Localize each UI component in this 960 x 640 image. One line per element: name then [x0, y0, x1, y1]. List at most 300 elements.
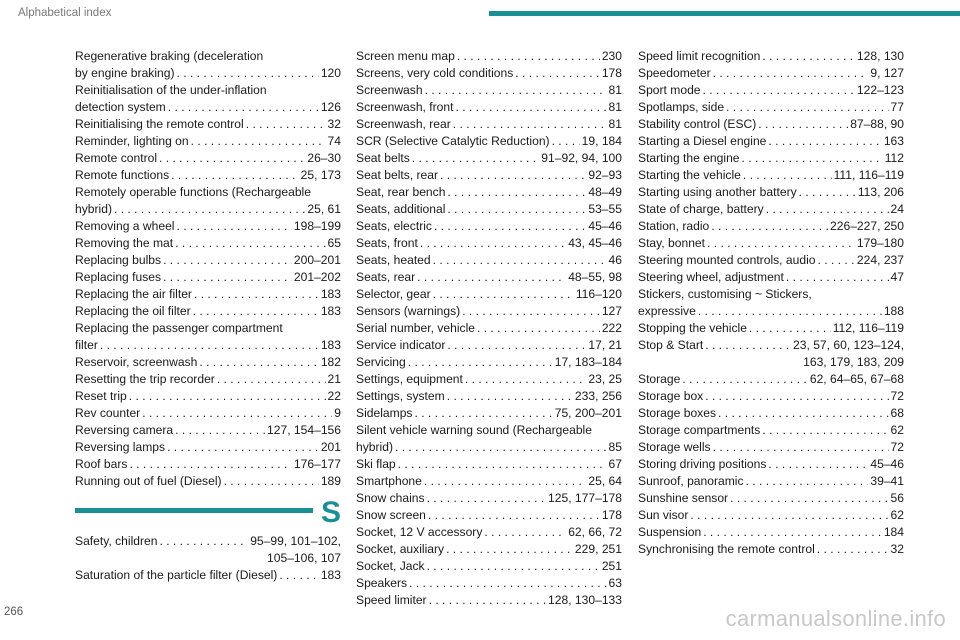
entry-pages: 179–180: [856, 236, 904, 250]
index-entry: [356, 286, 622, 303]
entry-line: [638, 201, 904, 218]
entry-term: Seat belts: [356, 151, 410, 165]
index-entry: [638, 456, 904, 473]
index-entry: [356, 337, 622, 354]
index-entry: [356, 65, 622, 82]
leader-dots: [246, 116, 326, 133]
entry-pages: 85: [608, 440, 622, 454]
entry-term: detection system: [75, 100, 166, 114]
leader-dots: [433, 286, 574, 303]
leader-dots: [217, 371, 326, 388]
entry-pages: 201–202: [293, 270, 341, 284]
entry-term: Starting using another battery: [638, 185, 797, 199]
entry-term: Reversing camera: [75, 423, 174, 437]
entry-pages: 63: [608, 576, 622, 590]
index-entry: [356, 48, 622, 65]
entry-term: Storing driving positions: [638, 457, 767, 471]
leader-dots: [762, 48, 855, 65]
index-entry: [638, 82, 904, 99]
leader-dots: [177, 65, 319, 82]
entry-term: Seat, rear bench: [356, 185, 446, 199]
entry-pages: 188: [883, 304, 904, 318]
entry-line: [75, 439, 341, 456]
entry-line: [638, 337, 904, 354]
index-entry: [356, 99, 622, 116]
index-entry: [638, 286, 904, 320]
index-entry: [638, 507, 904, 524]
entry-term: Stability control (ESC): [638, 117, 757, 131]
entry-pages: 87–88, 90: [850, 117, 904, 131]
entry-term: Speedometer: [638, 66, 711, 80]
index-entry: [75, 286, 341, 303]
entry-line: [356, 575, 622, 592]
entry-term: Starting a Diesel engine: [638, 134, 767, 148]
entry-pages: 127, 154–156: [267, 423, 341, 437]
leader-dots: [168, 99, 319, 116]
leader-dots: [742, 150, 883, 167]
leader-dots: [191, 133, 326, 150]
entry-term: Ski flap: [356, 457, 396, 471]
entry-line: [638, 150, 904, 167]
entry-pages: 183: [320, 338, 341, 352]
entry-pages: 77: [890, 100, 904, 114]
entry-term: Steering wheel, adjustment: [638, 270, 784, 284]
entry-line: [638, 456, 904, 473]
entry-line: [356, 388, 622, 405]
entry-term: Sensors (warnings): [356, 304, 461, 318]
entry-line: [75, 456, 341, 473]
index-entry: [356, 388, 622, 405]
entry-line: [638, 524, 904, 541]
index-entry: [356, 354, 622, 371]
index-entry: [356, 405, 622, 422]
leader-dots: [462, 303, 600, 320]
entry-pages: 116–120: [575, 287, 622, 301]
index-entry: [638, 235, 904, 252]
index-entry: [356, 201, 622, 218]
entry-pages: 48–49: [588, 185, 622, 199]
index-entry: [356, 558, 622, 575]
entry-line: [356, 65, 622, 82]
entry-pages: 43, 45–46: [568, 236, 622, 250]
index-entry: [356, 541, 622, 558]
entry-term: Sidelamps: [356, 406, 413, 420]
entry-pages: 224, 237: [856, 253, 904, 267]
entry-line: [75, 354, 341, 371]
entry-term: Speed limit recognition: [638, 49, 761, 63]
entry-term: Reset trip: [75, 389, 127, 403]
leader-dots: [447, 388, 573, 405]
index-entry: [75, 405, 341, 422]
entry-line: [638, 48, 904, 65]
leader-dots: [730, 490, 888, 507]
leader-dots: [427, 490, 546, 507]
leader-dots: [414, 405, 552, 422]
entry-pages: 198–199: [293, 219, 341, 233]
entry-pages: 62, 64–65, 67–68: [809, 372, 904, 386]
entry-term: Station, radio: [638, 219, 710, 233]
leader-dots: [705, 337, 791, 354]
entry-term: Remote functions: [75, 168, 170, 182]
entry-pages: 95–99, 101–102,: [250, 534, 341, 548]
leader-dots: [171, 167, 299, 184]
entry-pages: 9, 127: [870, 66, 904, 80]
leader-dots: [408, 354, 553, 371]
entry-pages: 112, 116–119: [832, 321, 904, 335]
entry-pages: 56: [890, 491, 904, 505]
entry-line: [638, 82, 904, 99]
leader-dots: [707, 235, 855, 252]
entry-term: Safety, children: [75, 534, 158, 548]
entry-term: Socket, auxiliary: [356, 542, 445, 556]
entry-term: Replacing bulbs: [75, 253, 162, 267]
entry-term: Starting the engine: [638, 151, 740, 165]
entry-term: Serial number, vehicle: [356, 321, 475, 335]
entry-line: [356, 235, 622, 252]
entry-line: [356, 558, 622, 575]
entry-line: [75, 269, 341, 286]
index-entry: [75, 473, 341, 490]
index-entry: [638, 473, 904, 490]
entry-pages: 125, 177–178: [548, 491, 622, 505]
index-entry: [638, 218, 904, 235]
index-entry: [75, 456, 341, 473]
entry-pages: 189: [320, 474, 341, 488]
entry-pages: 23, 25: [588, 372, 622, 386]
entry-line: [638, 405, 904, 422]
entry-term: Storage compartments: [638, 423, 761, 437]
entry-pages: 39–41: [870, 474, 904, 488]
entry-pages: 47: [890, 270, 904, 284]
entry-pages: 17, 21: [588, 338, 622, 352]
entry-term: Starting the vehicle: [638, 168, 741, 182]
entry-pages: 176–177: [293, 457, 341, 471]
index-entry: [638, 388, 904, 405]
entry-term: Screens, very cold conditions: [356, 66, 514, 80]
leader-dots: [786, 269, 889, 286]
leader-dots: [447, 184, 586, 201]
entry-pages: 113, 206: [857, 185, 904, 199]
index-entry: [356, 303, 622, 320]
leader-dots: [100, 337, 319, 354]
leader-dots: [799, 184, 856, 201]
entry-pages: 182: [320, 355, 341, 369]
entry-line: [75, 235, 341, 252]
leader-dots: [768, 456, 868, 473]
entry-pages: 17, 183–184: [554, 355, 622, 369]
leader-dots: [425, 82, 607, 99]
index-entry: [75, 150, 341, 167]
entry-term: Stay, bonnet: [638, 236, 706, 250]
entry-line: [356, 507, 622, 524]
entry-term: Socket, 12 V accessory: [356, 525, 483, 539]
entry-term: Replacing the oil filter: [75, 304, 191, 318]
index-entry: [356, 320, 622, 337]
entry-pages: 230: [601, 49, 622, 63]
entry-term: Spotlamps, side: [638, 100, 725, 114]
entry-pages: 68: [890, 406, 904, 420]
leader-dots: [279, 567, 318, 584]
leader-dots: [446, 541, 573, 558]
watermark: carmanualsonline.info: [725, 606, 946, 631]
entry-line: [75, 201, 341, 218]
index-entry: [638, 184, 904, 201]
index-entry: [638, 541, 904, 558]
entry-term: State of charge, battery: [638, 202, 764, 216]
entry-pages: 81: [608, 83, 622, 97]
entry-line: [356, 541, 622, 558]
leader-dots: [412, 150, 540, 167]
entry-line: [356, 405, 622, 422]
entry-line: [75, 422, 341, 439]
entry-term: Settings, system: [356, 389, 445, 403]
entry-pages: 163: [883, 134, 904, 148]
entry-term: Seats, additional: [356, 202, 446, 216]
entry-line: [356, 269, 622, 286]
entry-line: [638, 388, 904, 405]
leader-dots: [440, 167, 586, 184]
index-entry: [638, 405, 904, 422]
entry-line: [356, 252, 622, 269]
leader-dots: [199, 354, 318, 371]
index-entry: [638, 48, 904, 65]
entry-term: Storage box: [638, 389, 704, 403]
entry-line: [638, 320, 904, 337]
index-entry: [638, 337, 904, 371]
entry-line: [356, 218, 622, 235]
entry-pages: 251: [601, 559, 622, 573]
leader-dots: [398, 456, 607, 473]
entry-line: [638, 490, 904, 507]
entry-term: Seats, electric: [356, 219, 432, 233]
entry-term: hybrid): [75, 202, 112, 216]
entry-pages: 23, 57, 60, 123–124,: [793, 338, 904, 352]
leader-dots: [698, 303, 882, 320]
entry-line: [356, 490, 622, 507]
index-entry: [356, 235, 622, 252]
entry-pages: 74: [327, 134, 341, 148]
leader-dots: [429, 592, 546, 609]
index-entry: [638, 422, 904, 439]
index-entry: [356, 473, 622, 490]
leader-dots: [447, 201, 586, 218]
entry-term: Snow chains: [356, 491, 425, 505]
entry-line: [75, 116, 341, 133]
entry-pages: 178: [601, 66, 622, 80]
entry-term: Saturation of the particle filter (Diesel): [75, 568, 278, 582]
entry-line: [638, 99, 904, 116]
entry-pages: 25, 173: [300, 168, 341, 182]
entry-pages: 128, 130–133: [548, 593, 622, 607]
entry-term: Screen menu map: [356, 49, 455, 63]
entry-term: expressive: [638, 304, 696, 318]
entry-term: Steering mounted controls, audio: [638, 253, 816, 267]
entry-text: Silent vehicle warning sound (Rechargeable: [356, 423, 592, 437]
index-entry: [75, 567, 341, 584]
entry-line: [638, 371, 904, 388]
leader-dots: [434, 218, 586, 235]
entry-pages: 233, 256: [574, 389, 622, 403]
index-entry: [356, 184, 622, 201]
entry-term: Service indicator: [356, 338, 446, 352]
entry-pages: 53–55: [588, 202, 622, 216]
entry-term: Speed limiter: [356, 593, 427, 607]
entry-line: [356, 167, 622, 184]
index-entry: [356, 507, 622, 524]
entry-line: [75, 303, 341, 320]
entry-term: Screenwash: [356, 83, 423, 97]
entry-term: by engine braking): [75, 66, 175, 80]
leader-dots: [433, 252, 607, 269]
entry-line: [356, 524, 622, 541]
entry-line: [356, 48, 622, 65]
entry-pages: 9: [334, 406, 341, 420]
leader-dots: [713, 439, 889, 456]
entry-line: [356, 354, 622, 371]
index-entry: [356, 218, 622, 235]
index-entry: [75, 252, 341, 269]
index-entry: [356, 422, 622, 456]
entry-line: [75, 286, 341, 303]
index-entry: [75, 269, 341, 286]
entry-line: [638, 439, 904, 456]
entry-term: Reservoir, screenwash: [75, 355, 198, 369]
index-entry: [75, 371, 341, 388]
leader-dots: [515, 65, 600, 82]
entry-term: SCR (Selective Catalytic Reduction): [356, 134, 550, 148]
leader-dots: [453, 116, 607, 133]
entry-pages: 81: [608, 117, 622, 131]
entry-term: Seats, rear: [356, 270, 416, 284]
entry-term: Sunshine sensor: [638, 491, 729, 505]
entry-pages: 62: [890, 508, 904, 522]
entry-pages: 200–201: [293, 253, 341, 267]
index-entry: [75, 116, 341, 133]
entry-line: [356, 184, 622, 201]
entry-term: hybrid): [356, 440, 393, 454]
entry-pages: 25, 64: [588, 474, 622, 488]
leader-dots: [424, 473, 586, 490]
entry-term: Replacing the air filter: [75, 287, 192, 301]
index-entry: [75, 422, 341, 439]
leader-dots: [175, 422, 265, 439]
leader-dots: [713, 65, 869, 82]
entry-text: Replacing the passenger compartment: [75, 321, 283, 335]
leader-dots: [718, 405, 889, 422]
entry-term: Reinitialising the remote control: [75, 117, 244, 131]
leader-dots: [682, 371, 807, 388]
leader-dots: [749, 320, 831, 337]
leader-dots: [163, 252, 292, 269]
leader-dots: [159, 533, 248, 550]
entry-line: [638, 303, 904, 320]
entry-pages: 19, 184: [581, 134, 622, 148]
leader-dots: [193, 303, 319, 320]
entry-line: [75, 133, 341, 150]
index-entry: [638, 201, 904, 218]
index-entry: [356, 371, 622, 388]
entry-line: [75, 99, 341, 116]
entry-line: [75, 65, 341, 82]
entry-pages: 25, 61: [307, 202, 341, 216]
entry-line: [638, 65, 904, 82]
leader-dots: [142, 405, 332, 422]
index-entry: [356, 456, 622, 473]
entry-pages: 81: [608, 100, 622, 114]
entry-line: [356, 286, 622, 303]
page-number: 266: [4, 606, 24, 618]
entry-term: Stopping the vehicle: [638, 321, 747, 335]
index-column-1-s: [75, 533, 341, 584]
entry-line: [75, 388, 341, 405]
entry-pages: 178: [601, 508, 622, 522]
entry-pages: 120: [320, 66, 341, 80]
header-accent-bar: [489, 11, 960, 16]
entry-line: [356, 456, 622, 473]
entry-pages: 22: [327, 389, 341, 403]
entry-line: [356, 592, 622, 609]
entry-pages: 222: [601, 321, 622, 335]
entry-term: Remote control: [75, 151, 158, 165]
entry-term: Replacing fuses: [75, 270, 162, 284]
entry-term: Servicing: [356, 355, 406, 369]
leader-dots: [194, 286, 319, 303]
entry-term: Running out of fuel (Diesel): [75, 474, 222, 488]
leader-dots: [477, 320, 600, 337]
entry-term: Storage: [638, 372, 681, 386]
entry-line: [75, 167, 341, 184]
index-entry: [638, 269, 904, 286]
index-entry: [638, 99, 904, 116]
leader-dots: [129, 388, 326, 405]
leader-dots: [409, 575, 606, 592]
entry-pages: 46: [608, 253, 622, 267]
leader-dots: [420, 235, 566, 252]
entry-pages: 128, 130: [856, 49, 904, 63]
leader-dots: [428, 507, 600, 524]
entry-pages: 112: [884, 151, 904, 165]
entry-pages: 92–93: [588, 168, 622, 182]
index-entry: [638, 371, 904, 388]
entry-pages: 67: [608, 457, 622, 471]
entry-term: Removing a wheel: [75, 219, 175, 233]
index-entry: [75, 133, 341, 150]
section-title: Alphabetical index: [18, 7, 112, 19]
entry-term: Speakers: [356, 576, 408, 590]
entry-pages: 26–30: [307, 151, 341, 165]
index-entry: [75, 439, 341, 456]
index-entry: [356, 150, 622, 167]
entry-pages: 32: [327, 117, 341, 131]
entry-term: Seats, front: [356, 236, 418, 250]
entry-line: [638, 473, 904, 490]
index-entry: [356, 133, 622, 150]
index-entry: [638, 150, 904, 167]
index-entry: [356, 524, 622, 541]
entry-pages: 229, 251: [574, 542, 622, 556]
leader-dots: [167, 439, 319, 456]
entry-line: [356, 116, 622, 133]
leader-dots: [114, 201, 305, 218]
entry-line: [356, 337, 622, 354]
leader-dots: [768, 133, 881, 150]
index-entry: [356, 116, 622, 133]
index-entry: [638, 524, 904, 541]
leader-dots: [163, 269, 292, 286]
entry-term: Screenwash, front: [356, 100, 454, 114]
index-entry: [638, 167, 904, 184]
index-entry: [638, 252, 904, 269]
